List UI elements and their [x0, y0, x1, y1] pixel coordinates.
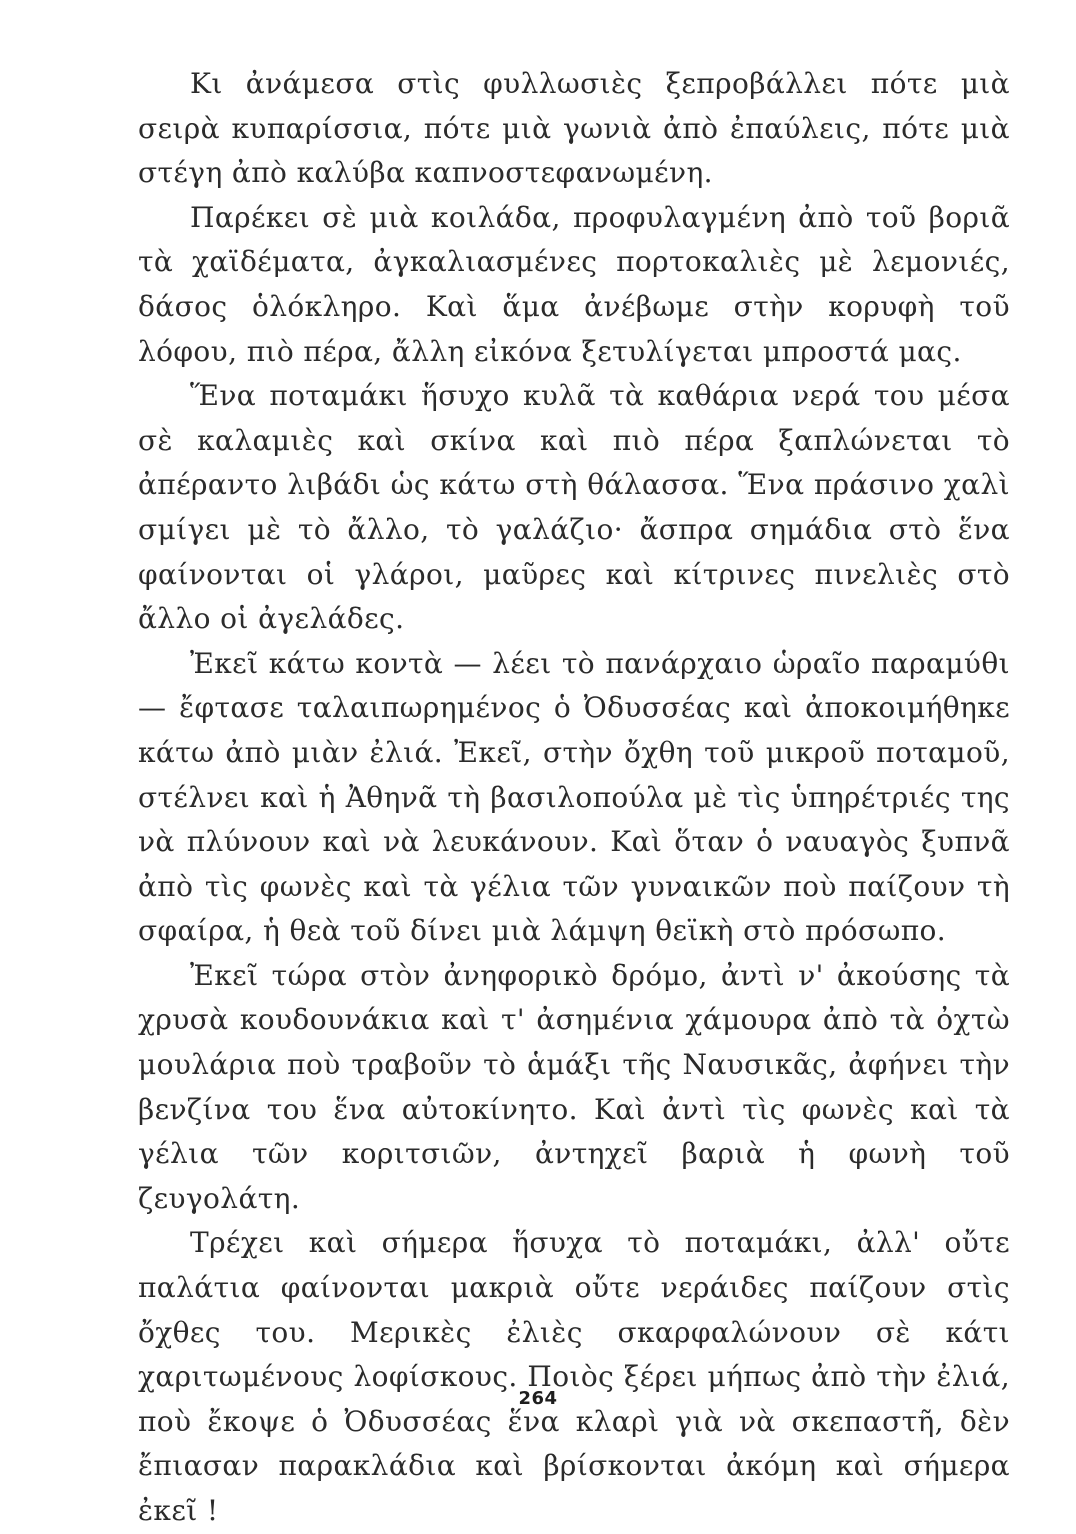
body-text — [138, 62, 1010, 1534]
paragraph: Ἕνα ποταμάκι ἥσυχο κυλᾶ τὰ καθάρια νερά του μέσα σὲ καλαμιὲς καὶ σκίνα καὶ πιὸ πέρα ξαπλώνεται τὸ ἀπέραντο λιβάδι ὡς κάτω στὴ θάλασσα. Ἕνα πράσινο χαλὶ σμίγει μὲ τὸ ἄλλο, τὸ γαλάζιο· ἄσπρα σημάδια στὸ ἕνα φαίνονται οἱ γλάροι, μαῦρες καὶ κίτρινες πινελιὲς στὸ ἄλλο οἱ ἀγελάδες. — [138, 379, 1010, 636]
paragraph: Κι ἀνάμεσα στὶς φυλλωσιὲς ξεπροβάλλει πότε μιὰ σειρὰ κυπαρίσσια, πότε μιὰ γωνιὰ ἀπὸ ἐπαύλεις, πότε μιὰ στέγη ἀπὸ καλύβα καπνοστεφανωμένη. — [138, 67, 1010, 190]
paragraph: Ἐκεῖ τώρα στὸν ἀνηφορικὸ δρόμο, ἀντὶ ν' ἀκούσης τὰ χρυσὰ κουδουνάκια καὶ τ' ἀσημένια χάμουρα ἀπὸ τὰ ὀχτὼ μουλάρια ποὺ τραβοῦν τὸ ἁμάξι τῆς Ναυσικᾶς, ἀφήνει τὴν βενζίνα του ἕνα αὐτοκίνητο. Καὶ ἀντὶ τὶς φωνὲς καὶ τὰ γέλια τῶν κοριτσιῶν, ἀντηχεῖ βαριὰ ἡ φωνὴ τοῦ ζευγολάτη. — [138, 958, 1010, 1215]
paragraph: Ἐκεῖ κάτω κοντὰ — λέει τὸ πανάρχαιο ὡραῖο παραμύθι — ἔφτασε ταλαιπωρημένος ὁ Ὀδυσσέας καὶ ἀποκοιμήθηκε κάτω ἀπὸ μιὰν ἐλιά. Ἐκεῖ, στὴν ὄχθη τοῦ μικροῦ ποταμοῦ, στέλνει καὶ ἡ Ἀθηνᾶ τὴ βασιλοπούλα μὲ τὶς ὑπηρέτριές της νὰ πλύνουν καὶ νὰ λευκάνουν. Καὶ ὅταν ὁ ναυαγὸς ξυπνᾶ ἀπὸ τὶς φωνὲς καὶ τὰ γέλια τῶν γυναικῶν ποὺ παίζουν τὴ σφαίρα, ἡ θεὰ τοῦ δίνει μιὰ λάμψη θεϊκὴ στὸ πρόσωπο. — [138, 646, 1010, 948]
paragraph: Παρέκει σὲ μιὰ κοιλάδα, προφυλαγμένη ἀπὸ τοῦ βοριᾶ τὰ χαϊδέματα, ἀγκαλιασμένες πορτοκαλιὲς μὲ λεμονιές, δάσος ὁλόκληρο. Καὶ ἅμα ἀνέβωμε στὴν κορυφὴ τοῦ λόφου, πιὸ πέρα, ἄλλη εἰκόνα ξετυλίγεται μπροστά μας. — [138, 200, 1010, 368]
paragraph: Τρέχει καὶ σήμερα ἥσυχα τὸ ποταμάκι, ἀλλ' οὔτε παλάτια φαίνονται μακριὰ οὔτε νεράιδες παίζουν στὶς ὄχθες του. Μερικὲς ἐλιὲς σκαρφαλώνουν σὲ κάτι χαριτωμένους λοφίσκους. Ποιὸς ξέρει μήπως ἀπὸ τὴν ἐλιά, ποὺ ἔκοψε ὁ Ὀδυσσέας ἕνα κλαρὶ γιὰ νὰ σκεπαστῆ, δὲν ἔπιασαν παρακλάδια καὶ βρίσκονται ἀκόμη καὶ σήμερα ἐκεῖ ! — [138, 1226, 1010, 1527]
page-number: 264 — [518, 1388, 558, 1409]
